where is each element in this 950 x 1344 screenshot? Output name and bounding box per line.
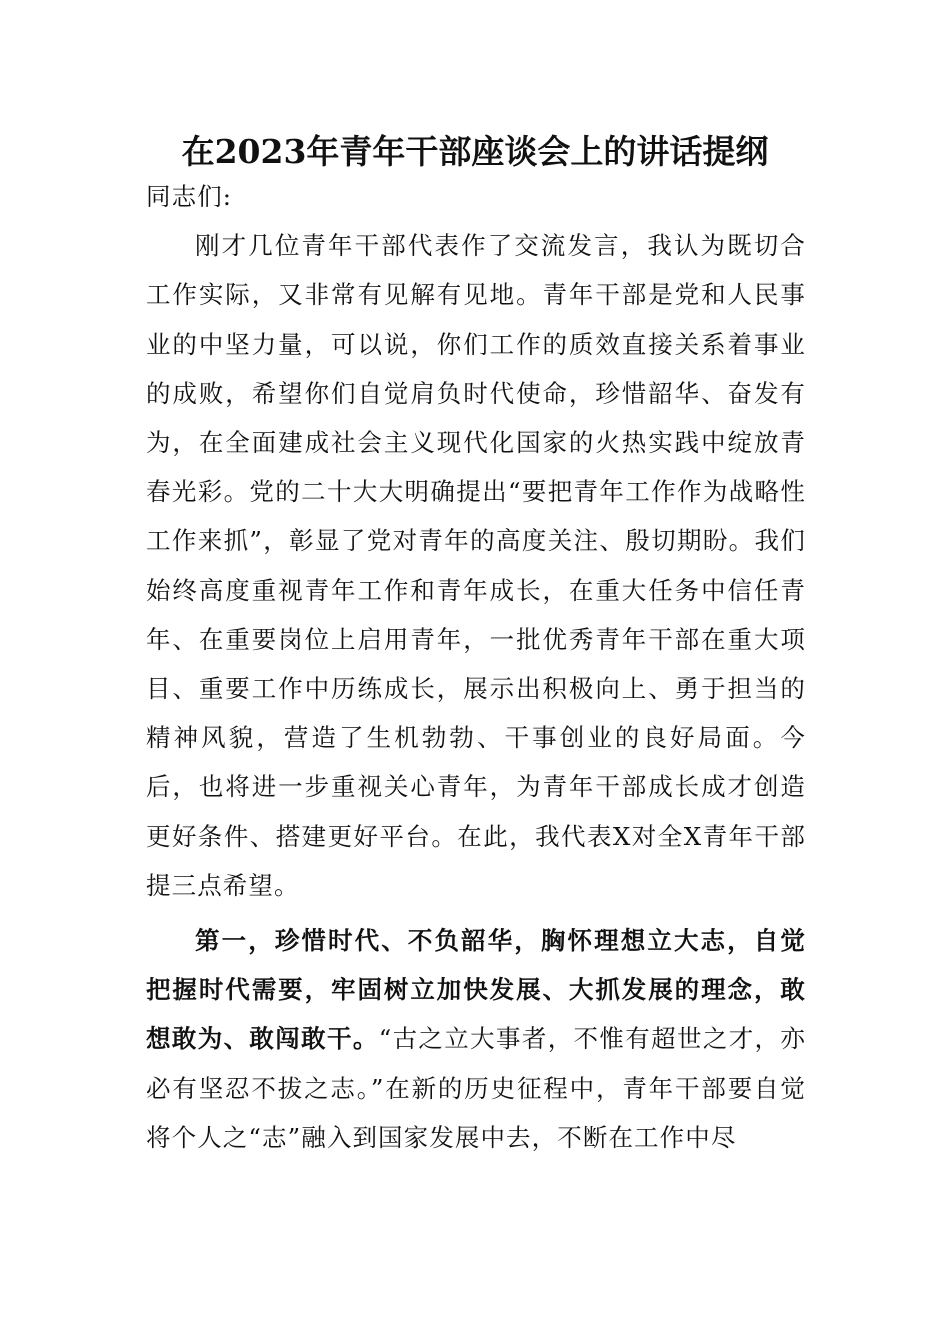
first-point-text: “古之立大事者，不惟有超世之才，亦必有坚忍不拔之志。”在新的历史征程中，青年干部要自觉将个人之“志”融入到国家发展中去，不断在工作中尽 (146, 1024, 806, 1152)
salutation: 同志们: (146, 182, 233, 211)
paragraph-first-point (146, 916, 806, 1162)
document-body (146, 172, 806, 1162)
first-point-heading: 第一，珍惜时代、不负韶华，胸怀理想立大志，自觉把握时代需要，牢固树立加快发展、大抓发展的理念，敢想敢为、敢闯敢干。 (146, 926, 806, 1054)
paragraph-intro: 刚才几位青年干部代表作了交流发言，我认为既切合工作实际，又非常有见解有见地。青年干部是党和人民事业的中坚力量，可以说，你们工作的质效直接关系着事业的成败，希望你们自觉肩负时代使命，珍惜韶华、奋发有为，在全面建成社会主义现代化国家的火热实践中绽放青春光彩。党的二十大大明确提出“要把青年工作作为战略性工作来抓”，彰显了党对青年的高度关注、殷切期盼。我们始终高度重视青年工作和青年成长，在重大任务中信任青年、在重要岗位上启用青年，一批优秀青年干部在重大项目、重要工作中历练成长，展示出积极向上、勇于担当的精神风貌，营造了生机勃勃、干事创业的良好局面。今后，也将进一步重视关心青年，为青年干部成长成才创造更好条件、搭建更好平台。在此，我代表X对全X青年干部提三点希望。 (146, 231, 806, 900)
document-title: 在2023年青年干部座谈会上的讲话提纲 (181, 132, 769, 171)
